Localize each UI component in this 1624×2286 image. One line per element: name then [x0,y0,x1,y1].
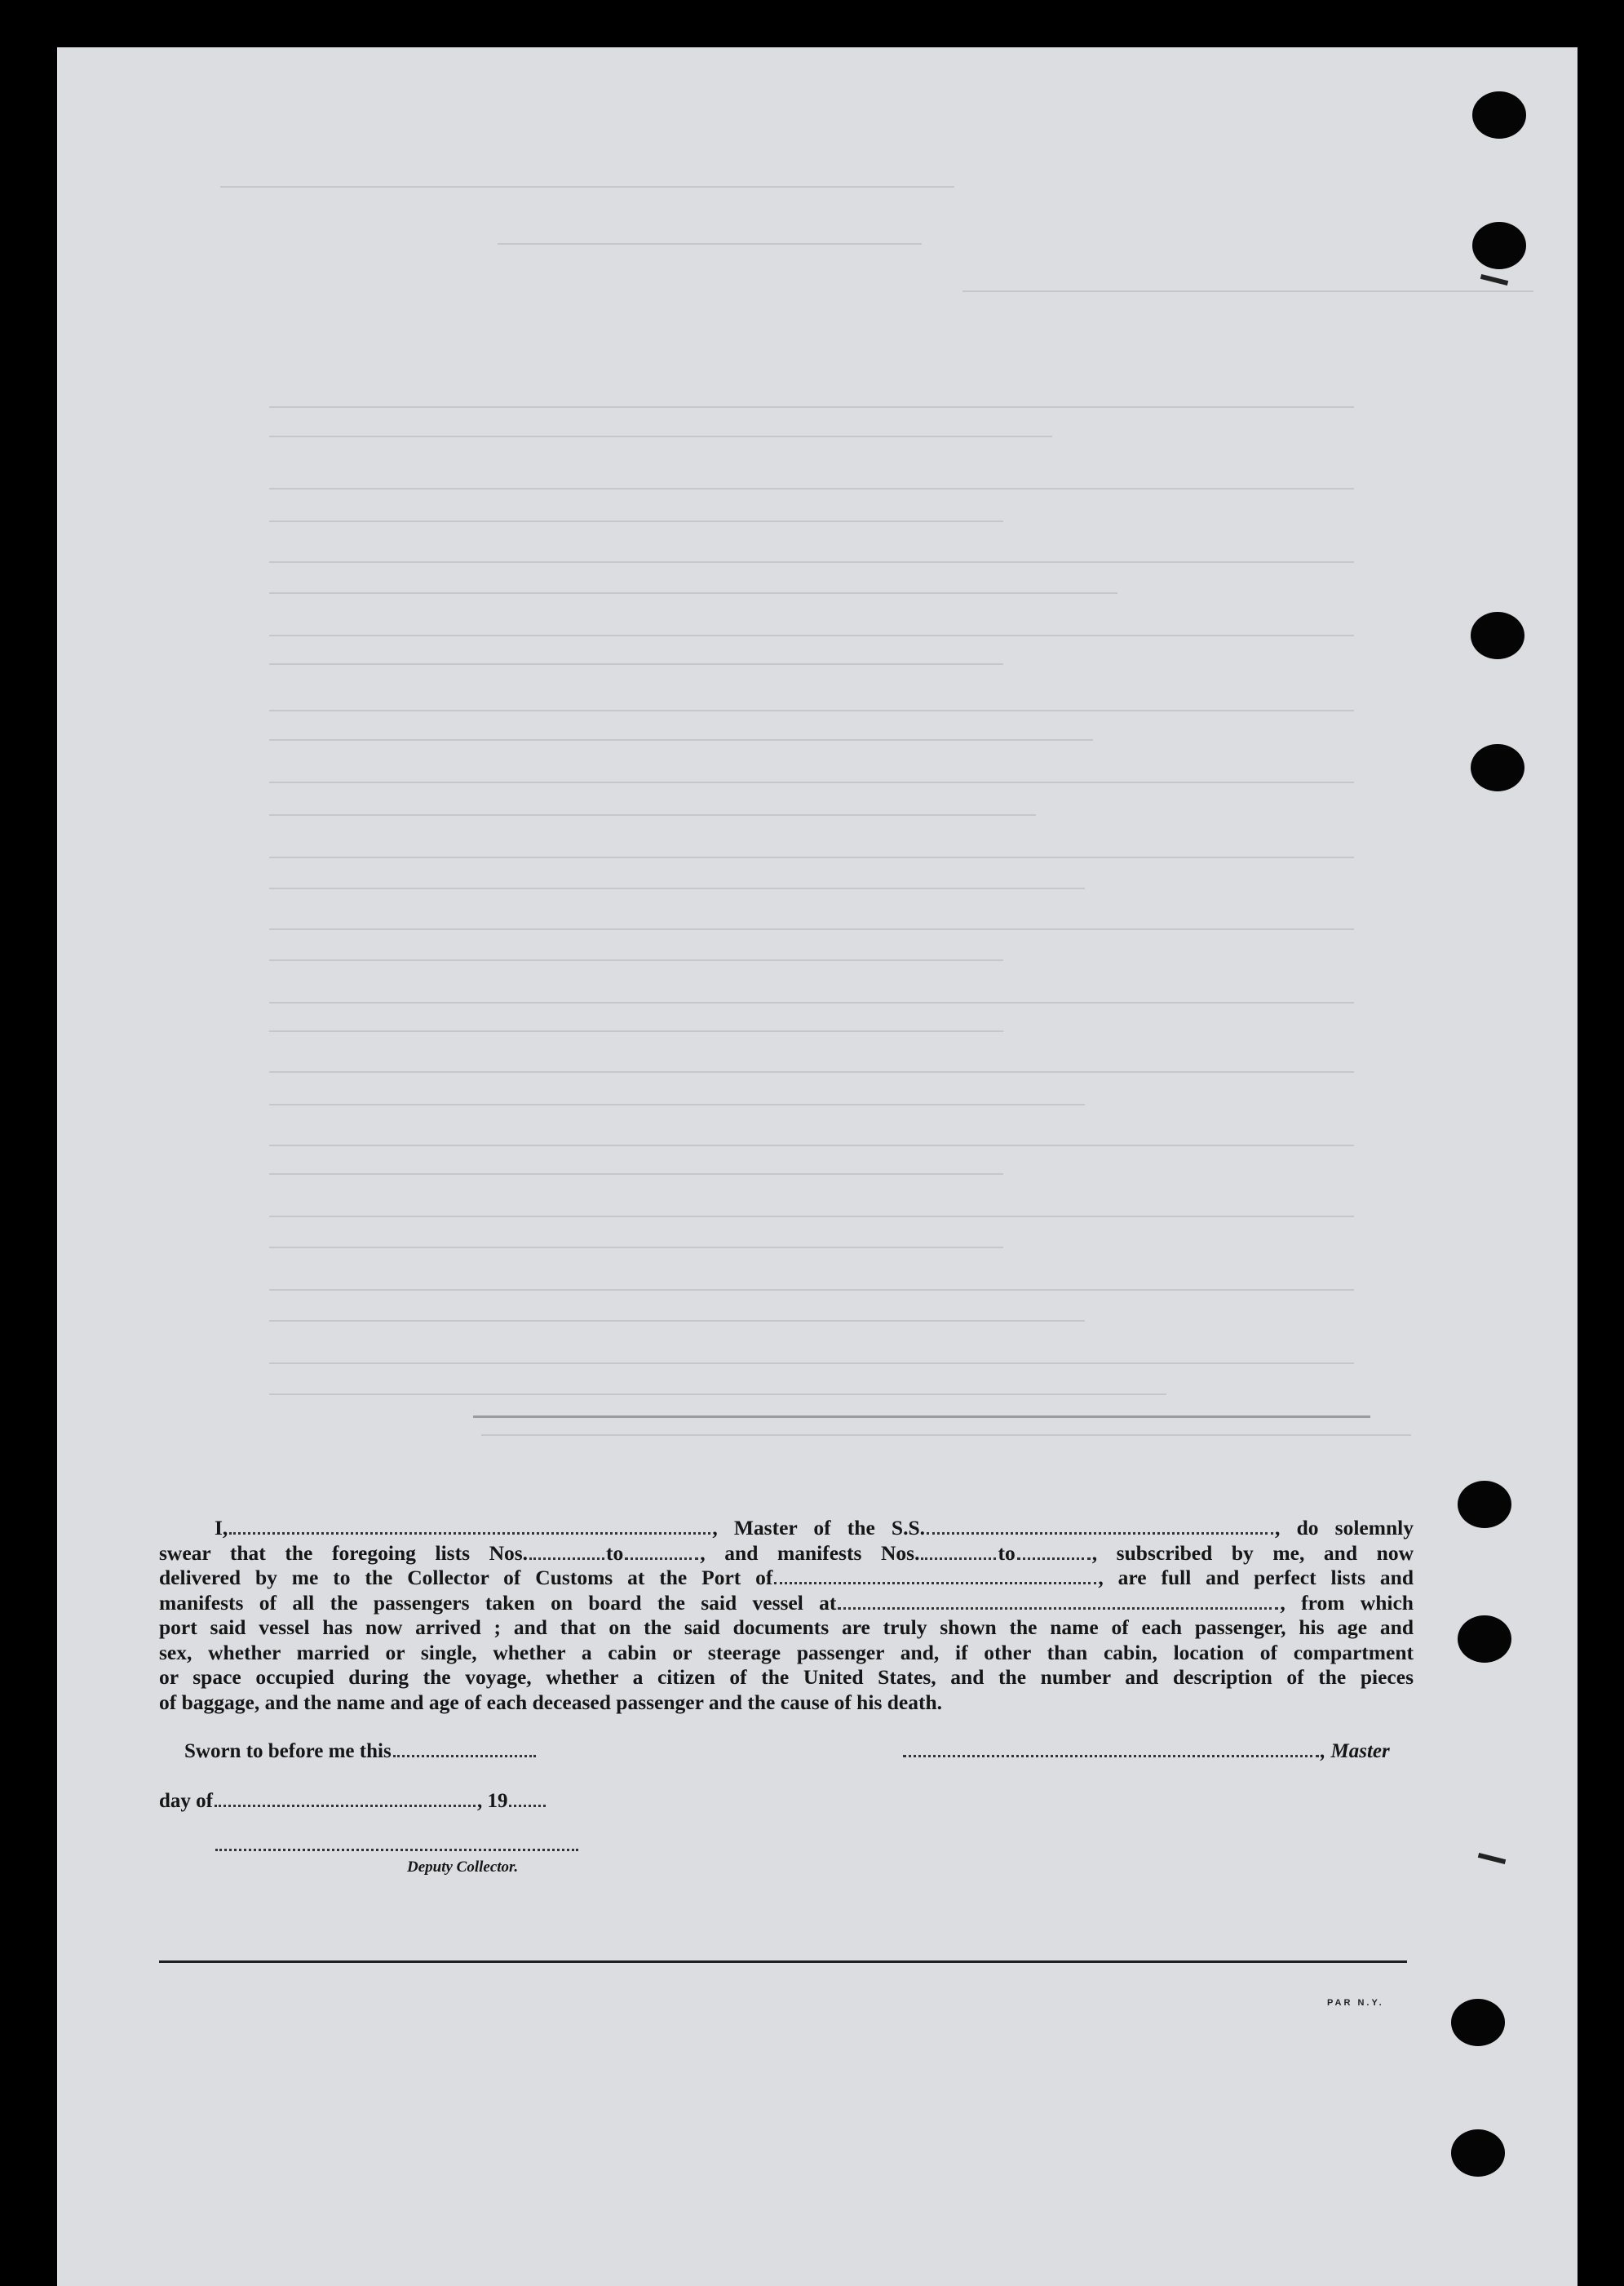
punch-hole [1451,1999,1505,2046]
ship-name-blank[interactable] [927,1532,1273,1535]
sworn-day-blank[interactable] [393,1755,536,1757]
bleed-through-rule [473,1415,1370,1418]
bottom-rule [159,1960,1407,1963]
oath-line-2: swear that the foregoing lists Nos. to , and manifests Nos. to , subscribed by me, and now [159,1540,1414,1565]
year-blank[interactable] [509,1805,546,1807]
punch-hole [1471,612,1524,659]
master-name-blank[interactable] [229,1532,710,1535]
punch-hole [1472,91,1526,139]
deputy-collector-label: Deputy Collector. [407,1858,519,1876]
oath-line-7: or space occupied during the voyage, whether a citizen of the United States, and the number and description of the pieces [159,1665,1414,1689]
oath-paragraph [159,1516,1414,1715]
document-page [57,47,1578,2286]
oath-line-3: delivered by me to the Collector of Customs at the Port of , are full and perfect lists and [159,1566,1414,1589]
punch-hole [1451,2129,1505,2177]
manifest-from-blank[interactable] [921,1557,996,1560]
punch-hole [1472,222,1526,269]
port-blank[interactable] [774,1582,1096,1584]
oath-line-8: of baggage, and the name and age of each deceased passenger and the cause of his death. [159,1690,943,1714]
manifest-to-blank[interactable] [1017,1557,1091,1560]
punch-hole [1471,744,1524,791]
oath-line-1: I, , Master of the S.S. , do solemnly [215,1516,1414,1540]
date-line: day of , 19 [159,1790,547,1813]
deputy-signature-line [214,1834,580,1857]
master-signature-line: , Master [901,1740,1390,1763]
printer-mark: PAR N.Y. [1327,1998,1384,2008]
departure-port-blank[interactable] [838,1607,1278,1610]
master-signature-blank[interactable] [903,1755,1319,1757]
punch-hole [1458,1481,1511,1528]
list-to-blank[interactable] [625,1557,698,1560]
list-from-blank[interactable] [529,1557,604,1560]
oath-line-4: manifests of all the passengers taken on board the said vessel at , from which [159,1590,1414,1615]
month-blank[interactable] [215,1805,476,1807]
oath-line-6: sex, whether married or single, whether a cabin or steerage passenger and, if other than cabin, location of compartment [159,1640,1414,1664]
punch-hole [1458,1615,1511,1663]
deputy-signature-blank[interactable] [215,1849,578,1851]
oath-line-5: port said vessel has now arrived ; and that on the said documents are truly shown the name of each passenger, his age and [159,1615,1414,1639]
sworn-line: Sworn to before me this [184,1740,538,1763]
